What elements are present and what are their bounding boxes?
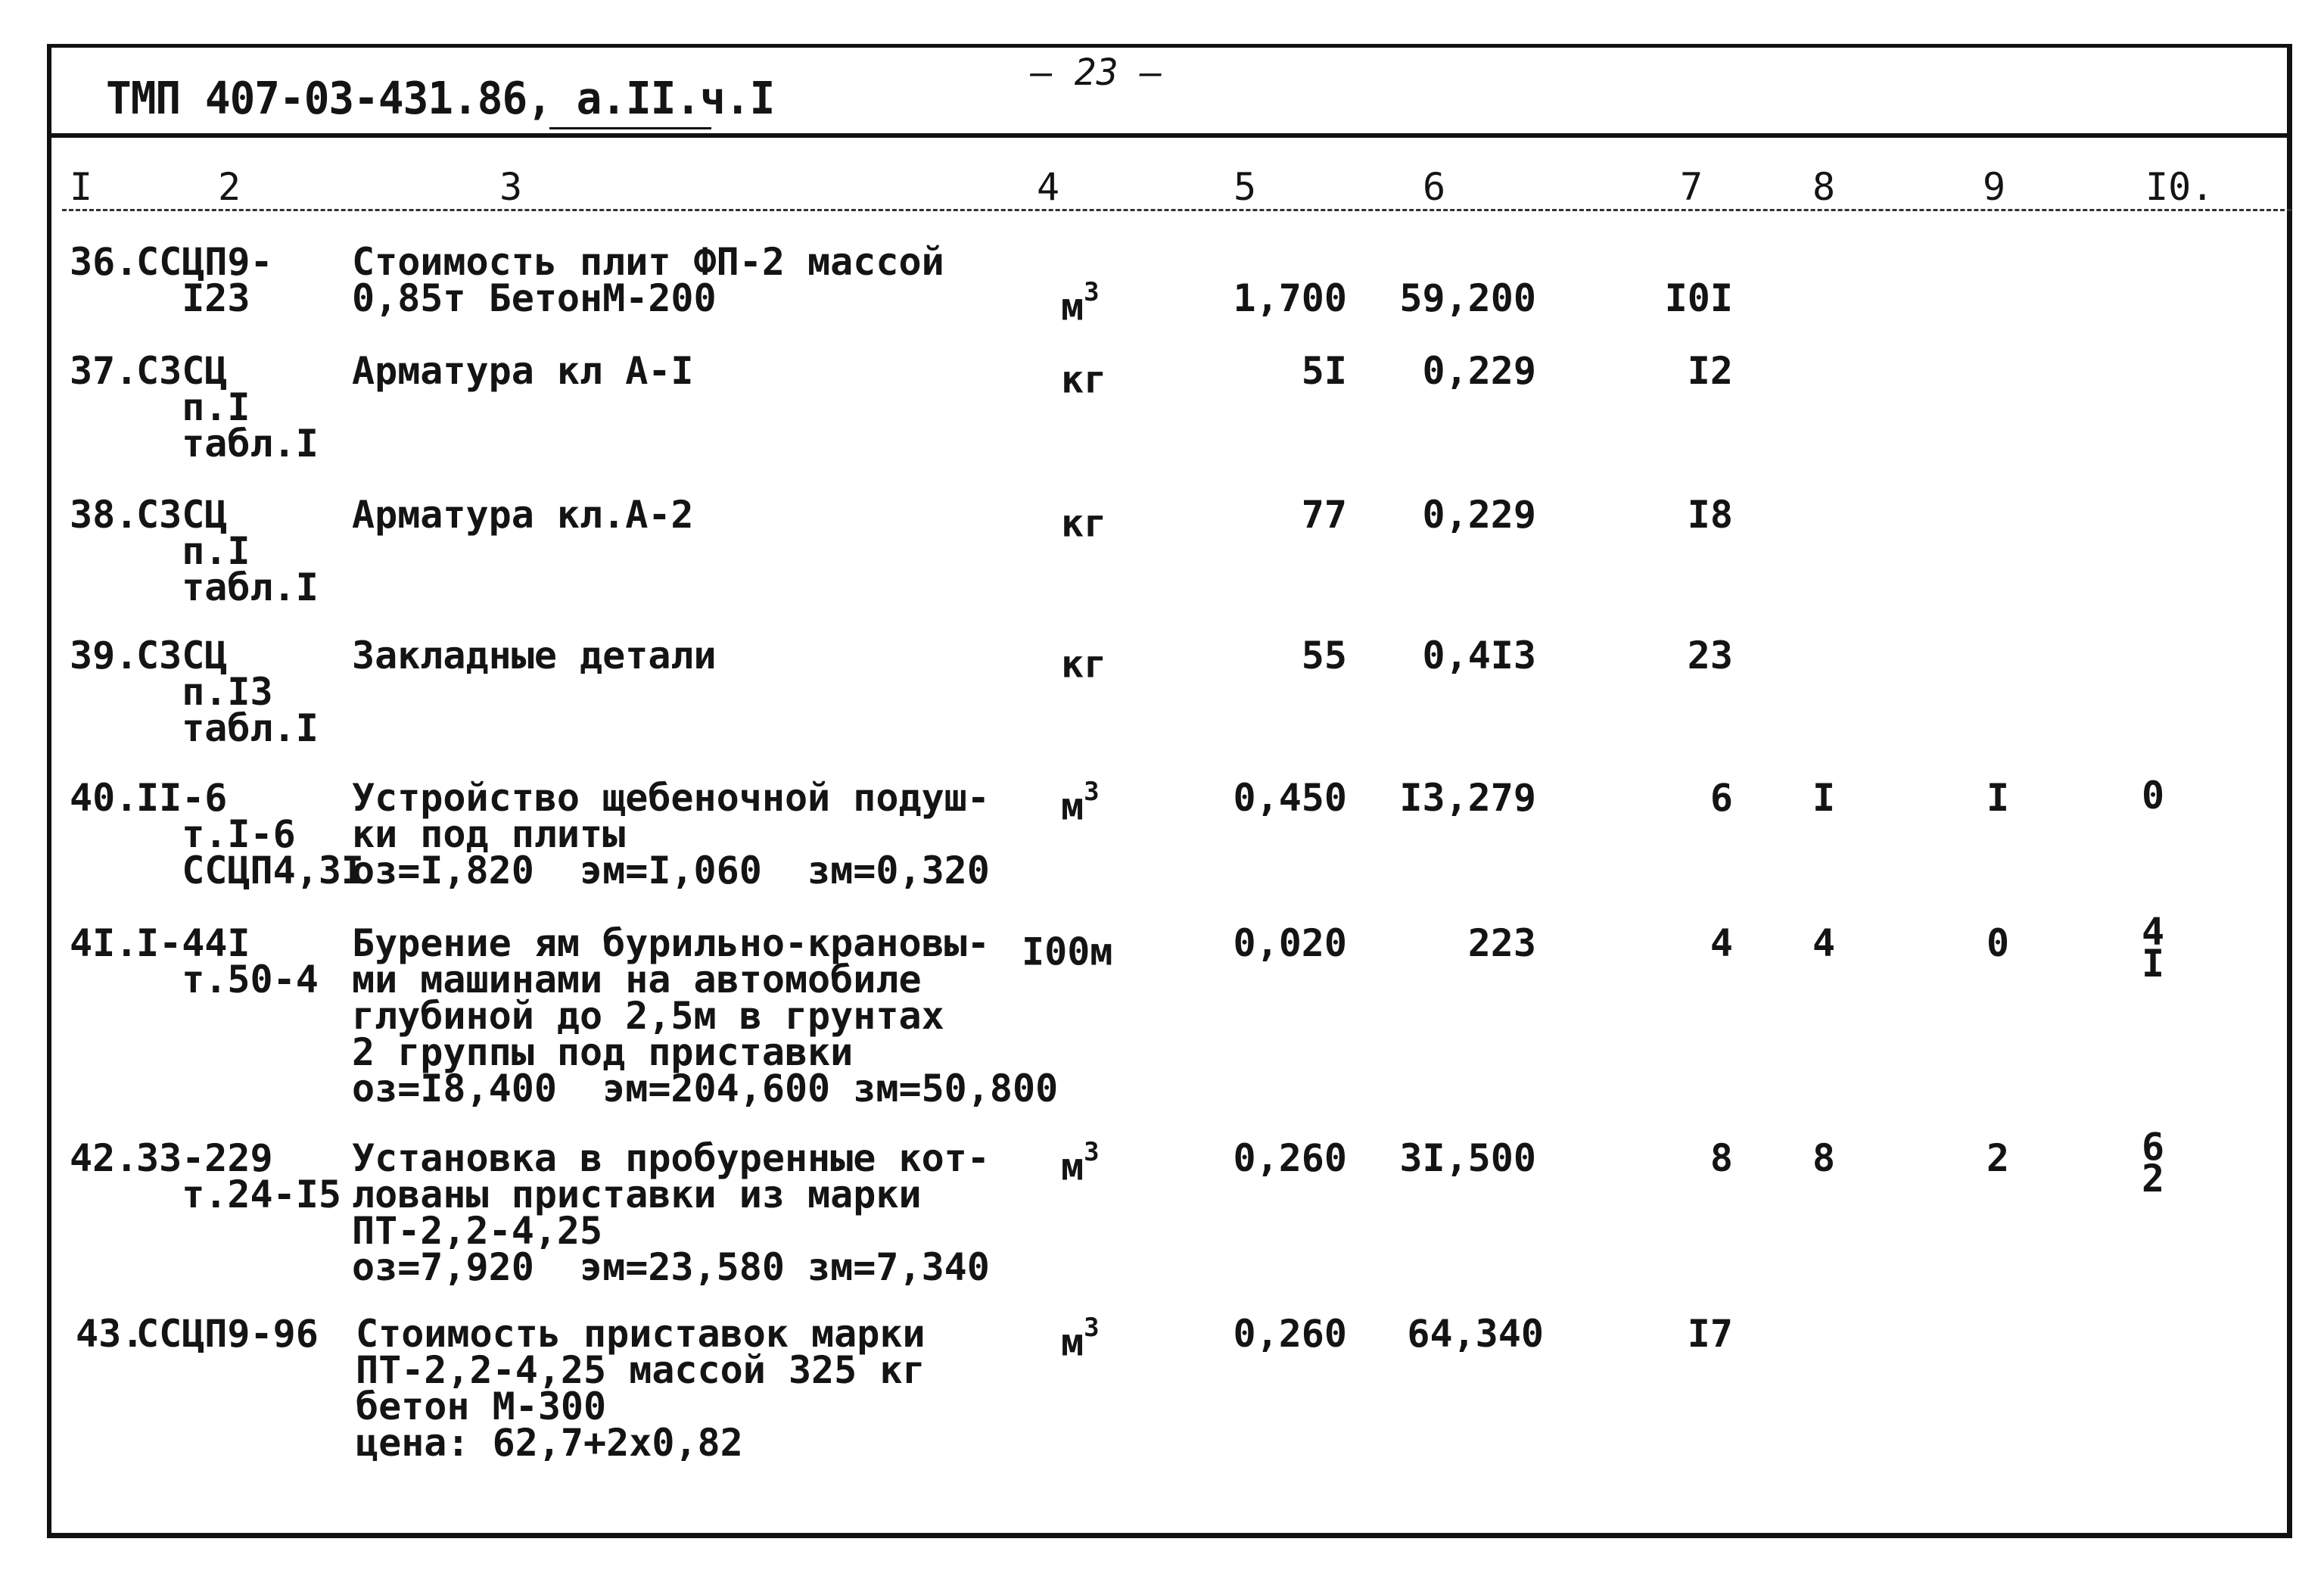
column-number-8: 8 — [1812, 165, 1836, 209]
row-quantity: 1,700 — [1233, 276, 1347, 320]
row-unit: кг — [1061, 501, 1107, 546]
row-code: 33-229 т.24-I5 — [136, 1136, 341, 1216]
document-code-underline — [549, 127, 711, 129]
row-col8: 8 — [1812, 1136, 1836, 1180]
row-price: 3I,500 — [1399, 1136, 1536, 1180]
column-number-5: 5 — [1234, 165, 1257, 209]
row-number: 37. — [70, 349, 138, 393]
column-header-rule — [62, 209, 2291, 211]
row-description: Устройство щебеночной подуш- ки под плиты оз=I,820 эм=I,060 зм=0,320 — [352, 776, 990, 892]
row-col8: 4 — [1812, 921, 1836, 965]
column-number-7: 7 — [1680, 165, 1703, 209]
row-price: 0,229 — [1422, 493, 1536, 537]
row-col9: 2 — [1986, 1136, 2010, 1180]
row-col10: 0 — [2141, 774, 2165, 818]
row-quantity: 0,450 — [1233, 776, 1347, 820]
page-number: – 23 – — [1031, 51, 1162, 94]
row-description: Стоимость плит ФП-2 массой 0,85т БетонМ-200 — [352, 240, 944, 320]
row-code: II-6 т.I-6 ССЦП4,3I — [136, 776, 365, 892]
row-number: 43. — [76, 1312, 145, 1356]
row-quantity: 77 — [1301, 493, 1347, 537]
row-col9: 0 — [1986, 921, 2010, 965]
row-description: Арматура кл.А-2 — [352, 493, 694, 537]
row-number: 40. — [70, 776, 138, 820]
row-unit: $м^3$ — [1061, 1137, 1100, 1189]
row-code: ССЦП9- I23 — [136, 240, 273, 320]
row-price: 0,229 — [1422, 349, 1536, 393]
row-unit: I00м — [1022, 930, 1113, 974]
row-col7: I7 — [1687, 1312, 1733, 1356]
row-col7: 6 — [1710, 776, 1733, 820]
row-number: 36. — [70, 240, 138, 284]
row-description: Закладные детали — [352, 634, 717, 677]
row-unit: кг — [1061, 642, 1107, 687]
row-col10: 4 I — [2141, 910, 2165, 986]
column-number-6: 6 — [1423, 165, 1446, 209]
row-col9: I — [1986, 776, 2010, 820]
row-description: Бурение ям бурильно-крановы- ми машинами на автомобиле глубиной до 2,5м в грунтах 2 группы под приставки оз=I8,400 эм=204,600 зм=50,800 — [352, 921, 1059, 1110]
column-number-10: I0. — [2145, 165, 2214, 209]
row-price: 223 — [1467, 921, 1536, 965]
row-number: 39. — [70, 634, 138, 677]
row-unit: $м^3$ — [1061, 277, 1100, 329]
row-code: СЗСЦ п.I табл.I — [136, 349, 319, 466]
row-quantity: 5I — [1301, 349, 1347, 393]
row-quantity: 55 — [1301, 634, 1347, 677]
row-col8: I — [1812, 776, 1836, 820]
row-price: 59,200 — [1399, 276, 1536, 320]
column-number-9: 9 — [1983, 165, 2006, 209]
row-quantity: 0,260 — [1233, 1312, 1347, 1356]
row-unit: $м^3$ — [1061, 777, 1100, 829]
row-number: 4I. — [70, 921, 138, 965]
row-unit: кг — [1061, 357, 1107, 402]
column-number-1: I — [70, 165, 93, 209]
row-number: 38. — [70, 493, 138, 537]
row-description: Стоимость приставок марки ПТ-2,2-4,25 массой 325 кг бетон М-300 цена: 62,7+2х0,82 — [356, 1312, 926, 1465]
row-number: 42. — [70, 1136, 138, 1180]
row-col7: I8 — [1687, 493, 1733, 537]
row-quantity: 0,260 — [1233, 1136, 1347, 1180]
row-col10: 6 2 — [2141, 1125, 2165, 1201]
row-code: I-44I т.50-4 — [136, 921, 319, 1001]
row-price: 64,340 — [1407, 1312, 1544, 1356]
row-col7: 8 — [1710, 1136, 1733, 1180]
row-col7: I0I — [1664, 276, 1733, 320]
row-unit: $м^3$ — [1061, 1313, 1100, 1365]
row-code: СЗСЦ п.I табл.I — [136, 493, 319, 609]
row-description: Установка в пробуренные кот- лованы приставки из марки ПТ-2,2-4,25 оз=7,920 эм=23,580 зм=7,340 — [352, 1136, 990, 1289]
column-number-3: 3 — [499, 165, 523, 209]
row-price: I3,279 — [1399, 776, 1536, 820]
row-price: 0,4I3 — [1422, 634, 1536, 677]
row-col7: I2 — [1687, 349, 1733, 393]
row-description: Арматура кл А-I — [352, 349, 694, 393]
column-number-2: 2 — [218, 165, 241, 209]
row-code: СЗСЦ п.I3 табл.I — [136, 634, 319, 750]
row-quantity: 0,020 — [1233, 921, 1347, 965]
document-code: ТМП 407-03-431.86, а.II.ч.I — [106, 73, 775, 125]
row-col7: 23 — [1687, 634, 1733, 677]
header-rule — [47, 133, 2292, 138]
column-number-4: 4 — [1037, 165, 1060, 209]
row-col7: 4 — [1710, 921, 1733, 965]
row-code: ССЦП9-96 — [136, 1312, 319, 1356]
